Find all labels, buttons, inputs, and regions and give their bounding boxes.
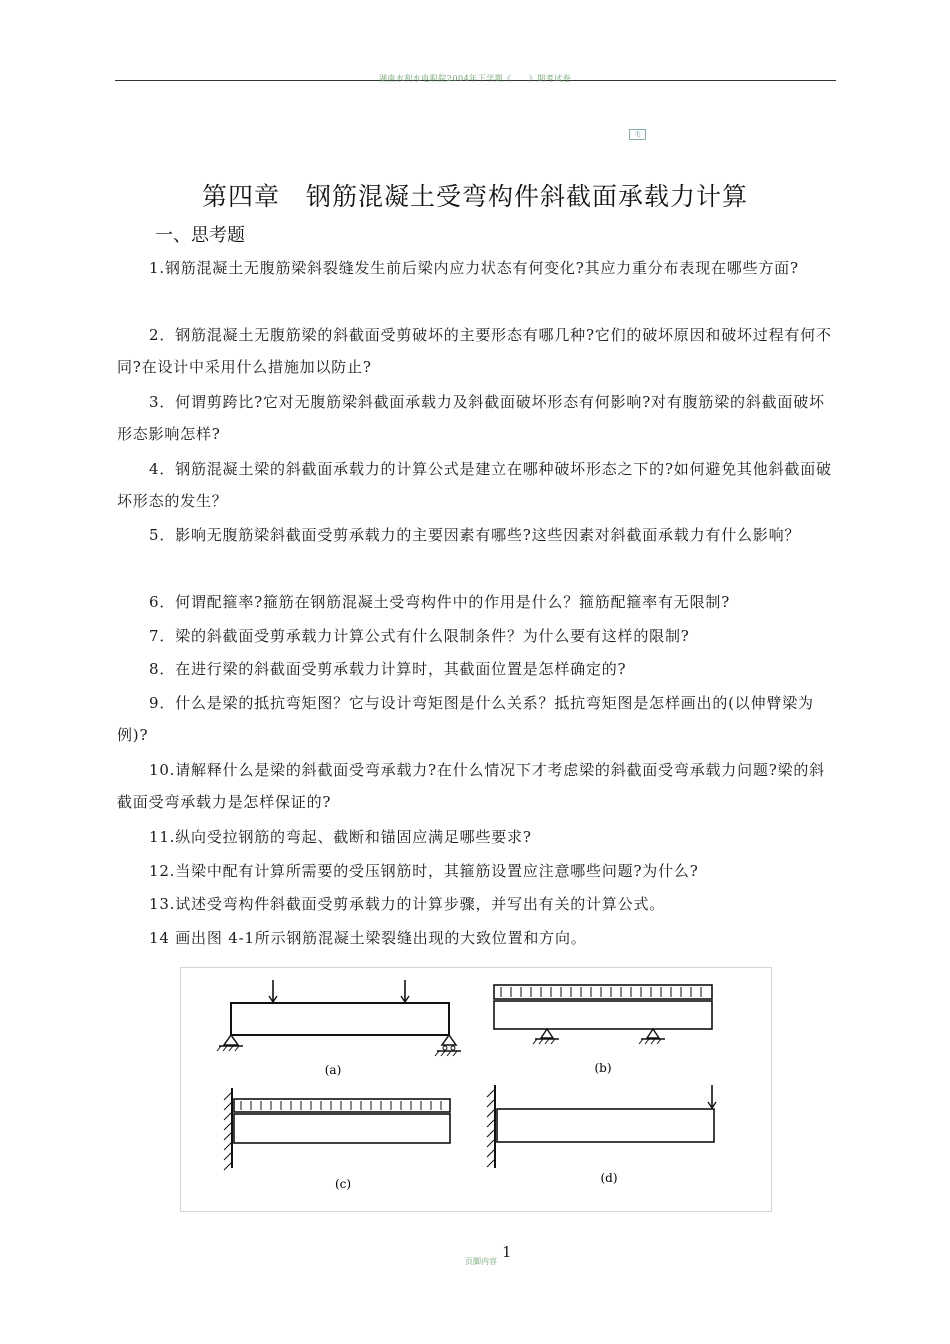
label-c: (c) xyxy=(334,1177,352,1191)
question-12: 12.当梁中配有计算所需要的受压钢筋时，其箍筋设置应注意哪些问题?为什么? xyxy=(149,862,699,880)
question-14: 14 画出图 4-1所示钢筋混凝土梁裂缝出现的大致位置和方向。 xyxy=(149,929,587,947)
diagram-d xyxy=(487,1085,716,1185)
question-4: 4．钢筋混凝土梁的斜截面承载力的计算公式是建立在哪种破坏形态之下的?如何避免其他斜截面破坏形态的发生？ xyxy=(117,460,832,510)
question-9: 9．什么是梁的抵抗弯矩图？它与设计弯矩图是什么关系？抵抗弯矩图是怎样画出的(以伸臂梁为例)? xyxy=(117,694,814,744)
header-text: 湖南水利水电职院2004年下学期《 》期考试卷 xyxy=(378,74,572,83)
small-mark: 毛 xyxy=(629,129,646,140)
question-11: 11.纵向受拉钢筋的弯起、截断和锚固应满足哪些要求? xyxy=(149,828,532,846)
diagram-c xyxy=(224,1088,450,1191)
question-8: 8．在进行梁的斜截面受剪承载力计算时，其截面位置是怎样确定的? xyxy=(149,660,627,678)
question-7: 7．梁的斜截面受剪承载力计算公式有什么限制条件？为什么要有这样的限制? xyxy=(149,627,690,645)
beam-figure xyxy=(180,967,772,1212)
section-heading: 一、思考题 xyxy=(155,225,245,246)
question-10: 10.请解释什么是梁的斜截面受弯承载力?在什么情况下才考虑梁的斜截面受弯承载力问题?梁的斜截面受弯承载力是怎样保证的? xyxy=(117,761,825,811)
footer-text: 页脚内容 xyxy=(465,1257,497,1266)
label-b: (b) xyxy=(594,1061,612,1075)
label-a: (a) xyxy=(324,1063,342,1077)
question-3: 3．何谓剪跨比?它对无腹筋梁斜截面承载力及斜截面破坏形态有何影响?对有腹筋梁的斜截面破坏形态影响怎样? xyxy=(117,393,825,443)
question-13: 13.试述受弯构件斜截面受剪承载力的计算步骤，并写出有关的计算公式。 xyxy=(149,895,666,913)
page-number: 1 xyxy=(502,1243,512,1261)
question-2: 2．钢筋混凝土无腹筋梁的斜截面受剪破坏的主要形态有哪几种?它们的破坏原因和破坏过程有何不同?在设计中采用什么措施加以防止? xyxy=(117,326,832,376)
question-5: 5．影响无腹筋梁斜截面受剪承载力的主要因素有哪些?这些因素对斜截面承载力有什么影响？ xyxy=(149,526,801,544)
beam-diagrams xyxy=(181,968,771,1211)
label-d: (d) xyxy=(600,1171,618,1185)
question-6: 6．何谓配箍率?箍筋在钢筋混凝土受弯构件中的作用是什么？箍筋配箍率有无限制? xyxy=(149,593,731,611)
diagram-a xyxy=(217,980,461,1077)
question-1: 1.钢筋混凝土无腹筋梁斜裂缝发生前后梁内应力状态有何变化?其应力重分布表现在哪些方面? xyxy=(149,259,799,277)
diagram-b xyxy=(494,985,712,1075)
page-title: 第四章 钢筋混凝土受弯构件斜截面承载力计算 xyxy=(201,182,748,211)
